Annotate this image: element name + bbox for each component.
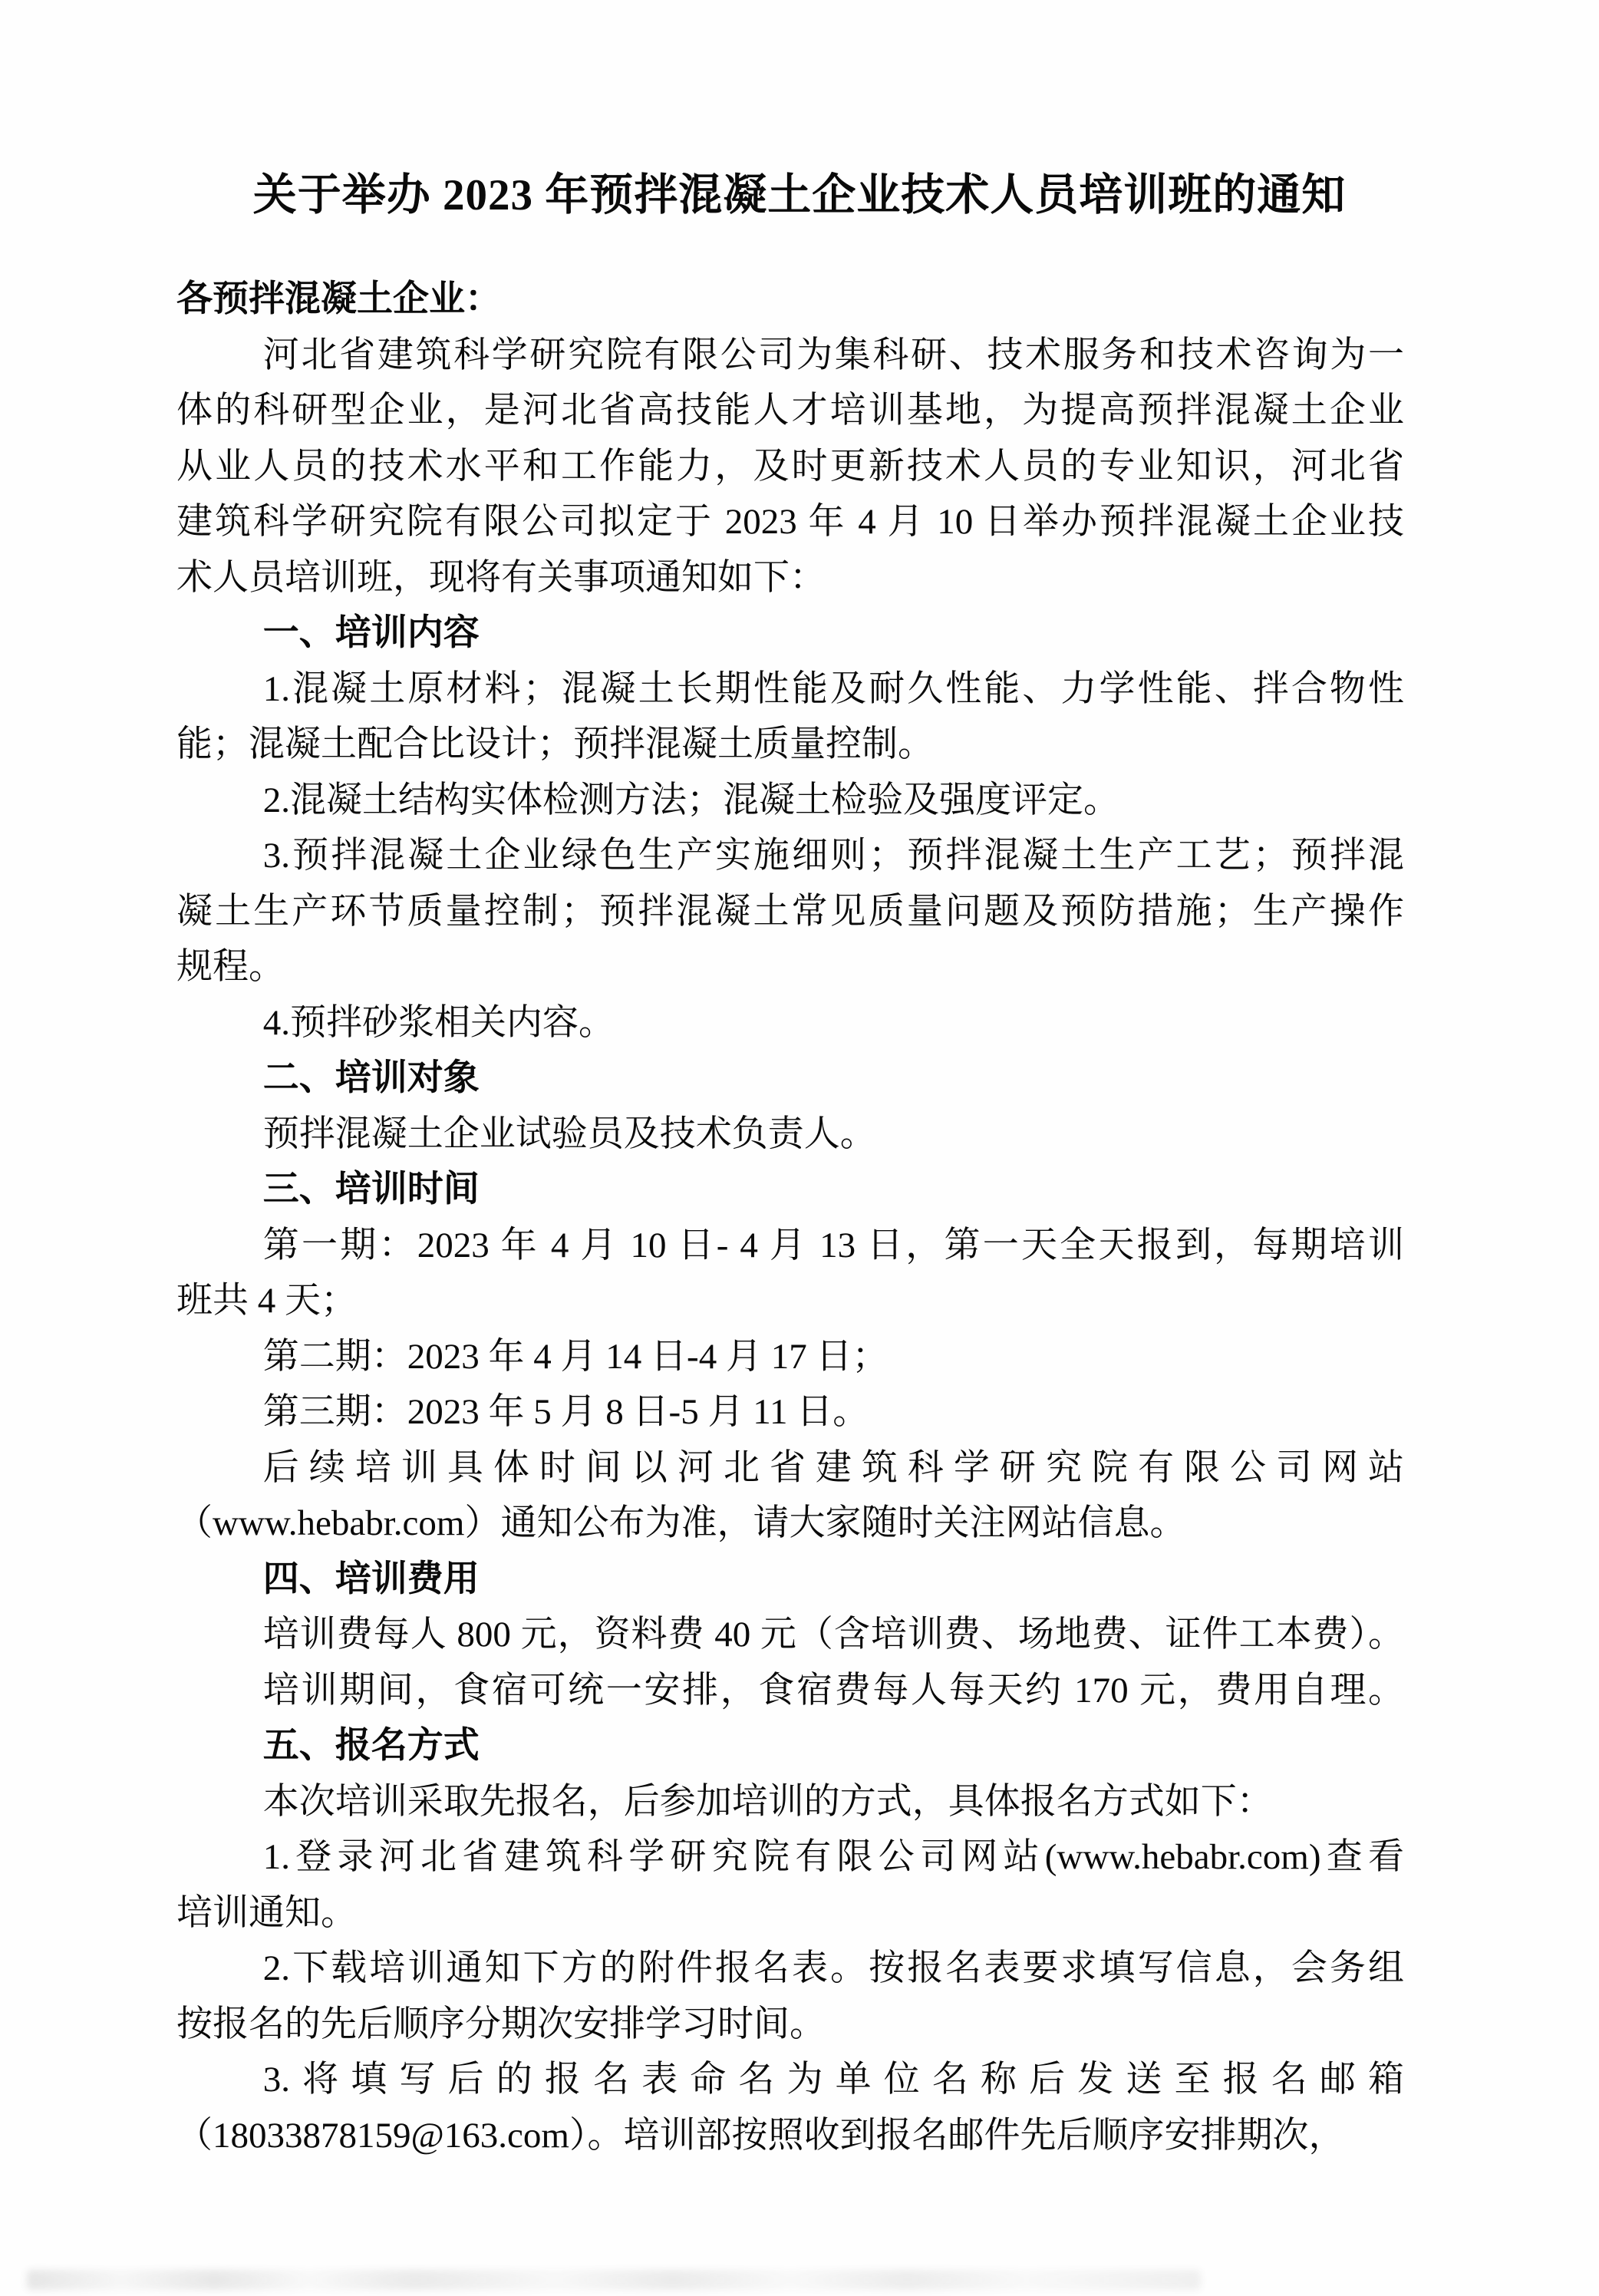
text-line: 1.登录河北省建筑科学研究院有限公司网站(www.hebabr.com)查看: [262, 1837, 1404, 1877]
text-line: 五、报名方式: [262, 1726, 480, 1766]
text-line: 四、培训费用: [262, 1559, 480, 1599]
text-line: 培训期间，食宿可统一安排，食宿费每人每天约 170 元，费用自理。: [262, 1670, 1404, 1710]
text-line: （www.hebabr.com）通知公布为准，请大家随时关注网站信息。: [176, 1503, 1186, 1543]
text-line: 能；混凝土配合比设计；预拌混凝土质量控制。: [176, 724, 934, 764]
text-line: 各预拌混凝土企业：: [176, 279, 501, 319]
text-line: 按报名的先后顺序分期次安排学习时间。: [176, 2004, 826, 2044]
text-line: 2.下载培训通知下方的附件报名表。按报名表要求填写信息，会务组: [262, 1948, 1404, 1988]
text-line: 第三期：2023 年 5 月 8 日-5 月 11 日。: [262, 1392, 869, 1432]
text-line: 后续培训具体时间以河北省建筑科学研究院有限公司网站: [262, 1447, 1404, 1488]
text-line: 第二期：2023 年 4 月 14 日-4 月 17 日；: [262, 1336, 889, 1377]
text-line: 1.混凝土原材料；混凝土长期性能及耐久性能、力学性能、拌合物性: [262, 668, 1404, 709]
text-line: 体的科研型企业，是河北省高技能人才培训基地，为提高预拌混凝土企业: [176, 391, 1404, 430]
text-line: （18033878159@163.com）。培训部按照收到报名邮件先后顺序安排期次，: [176, 2115, 1345, 2156]
text-line: 预拌混凝土企业试验员及技术负责人。: [262, 1113, 876, 1154]
text-line: 二、培训对象: [262, 1058, 480, 1098]
text-line: 一、培训内容: [262, 613, 480, 653]
scan-artifact: [27, 2270, 1201, 2290]
text-line: 从业人员的技术水平和工作能力，及时更新技术人员的专业知识，河北省: [176, 446, 1404, 487]
text-line: 培训费每人 800 元，资料费 40 元（含培训费、场地费、证件工本费）。: [262, 1615, 1404, 1654]
document-body: [176, 272, 1404, 2163]
text-line: 班共 4 天；: [176, 1281, 357, 1321]
text-line: 本次培训采取先报名，后参加培训的方式，具体报名方式如下：: [262, 1781, 1273, 1822]
text-line: 术人员培训班，现将有关事项通知如下：: [176, 557, 826, 598]
document-title: 关于举办 2023 年预拌混凝土企业技术人员培训班的通知: [252, 171, 1347, 219]
text-line: 三、培训时间: [262, 1169, 480, 1209]
text-line: 培训通知。: [176, 1892, 357, 1933]
text-line: 建筑科学研究院有限公司拟定于 2023 年 4 月 10 日举办预拌混凝土企业技: [176, 502, 1404, 542]
text-line: 规程。: [176, 947, 285, 987]
text-line: 4.预拌砂浆相关内容。: [262, 1002, 615, 1043]
text-line: 凝土生产环节质量控制；预拌混凝土常见质量问题及预防措施；生产操作: [176, 891, 1404, 932]
text-line: 河北省建筑科学研究院有限公司为集科研、技术服务和技术咨询为一: [262, 335, 1404, 375]
text-line: 3.将填写后的报名表命名为单位名称后发送至报名邮箱: [262, 2060, 1404, 2100]
text-line: 3.预拌混凝土企业绿色生产实施细则；预拌混凝土生产工艺；预拌混: [262, 836, 1404, 876]
text-line: 2.混凝土结构实体检测方法；混凝土检验及强度评定。: [262, 780, 1120, 820]
text-line: 第一期：2023 年 4 月 10 日- 4 月 13 日，第一天全天报到，每期培训: [262, 1225, 1404, 1265]
